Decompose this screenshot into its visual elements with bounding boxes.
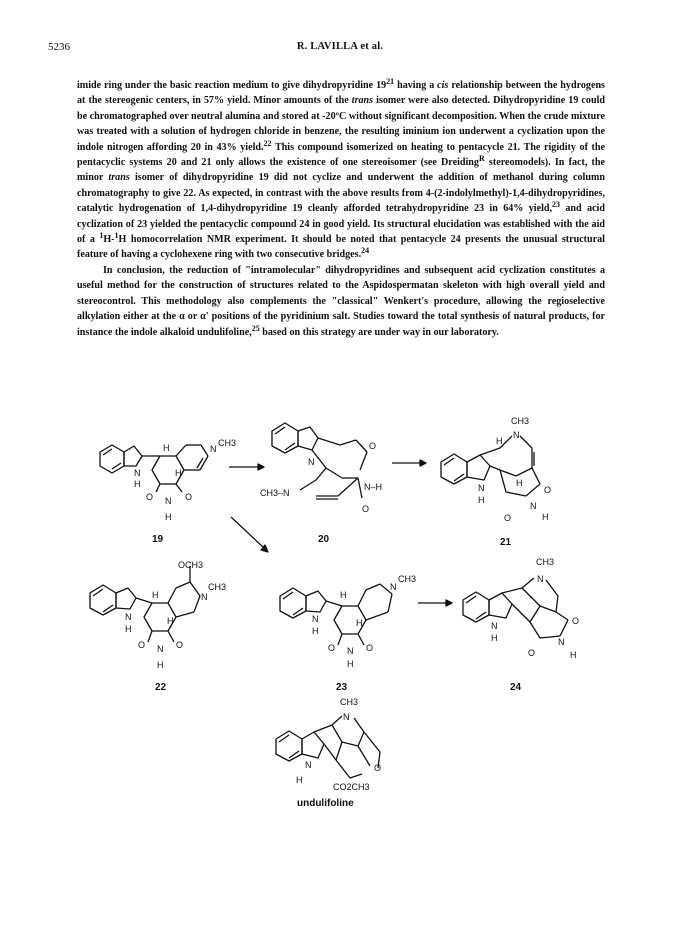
atom-23-h-indole: H <box>312 626 319 636</box>
atom-21-o2: O <box>504 513 512 523</box>
atom-22-h-indole: H <box>125 624 132 634</box>
compound-label-23: 23 <box>336 682 348 693</box>
atom-22-h2: H <box>167 616 174 626</box>
paragraph-2: In conclusion, the reduction of "intramolecular" dihydropyridines and subsequent acid cyclization constitutes a useful method for the construction of structures related to the Aspidospermatan skeleton with high overall yield and stereocontrol. This methodology also complements the "classical" Wenkert's procedure, allowing the regioselective alkylation either at the α or α' positions of the pyridinium salt. Studies toward the total synthesis of natural products, for instance the indole alkaloid undulifoline,$^{25}$ based on this strategy are under way in our laboratory. <box>77 264 605 338</box>
atom-20-o2: O <box>362 504 370 514</box>
atom-21-o1: O <box>544 485 552 495</box>
atom-20-o1: O <box>369 441 377 451</box>
atom-24-o2: O <box>528 648 536 658</box>
atom-und-co2ch3: CO2CH3 <box>333 782 370 792</box>
atom-23-h2: H <box>356 618 363 628</box>
compound-label-24: 24 <box>510 682 522 693</box>
compound-label-20: 20 <box>318 534 330 545</box>
atom-24-o1: O <box>572 616 580 626</box>
structure-undulifoline <box>276 716 380 778</box>
atom-19-o2: O <box>185 492 193 502</box>
atom-22-o2: O <box>176 640 184 650</box>
running-head: R. LAVILLA et al. <box>296 41 384 52</box>
structure-24 <box>463 578 568 638</box>
page-number: 5236 <box>48 41 70 53</box>
atom-21-h-indole: H <box>478 495 485 505</box>
atom-23-h-imide: H <box>347 659 354 669</box>
atom-22-ch3: CH3 <box>208 582 227 592</box>
atom-und-n: N <box>343 712 350 722</box>
atom-20-n-indole: N <box>308 457 315 467</box>
atom-21-n-indole: N <box>478 483 485 493</box>
atom-und-o: O <box>374 763 382 773</box>
compound-label-21: 21 <box>500 537 512 548</box>
atom-21-h-imide: H <box>542 512 549 522</box>
atom-19-o1: O <box>146 492 154 502</box>
atom-22-n-imide: N <box>157 644 164 654</box>
atom-23-h1: H <box>340 590 347 600</box>
atom-19-n-imide: N <box>165 496 172 506</box>
atom-21-n: N <box>513 430 520 440</box>
atom-21-h2: H <box>516 478 523 488</box>
atom-19-h-imide: H <box>165 512 172 522</box>
atom-24-ch3: CH3 <box>536 557 555 567</box>
atom-22-och3: OCH3 <box>178 560 204 570</box>
atom-und-n-indole: N <box>305 760 312 770</box>
atom-21-h1: H <box>496 436 503 446</box>
atom-23-o2: O <box>366 643 374 653</box>
compound-label-undulifoline: undulifoline <box>297 798 354 809</box>
atom-24-h-imide: H <box>570 650 577 660</box>
atom-21-n-imide: N <box>530 501 537 511</box>
atom-24-n-indole: N <box>491 621 498 631</box>
atom-20-nh: N–H <box>364 482 383 492</box>
atom-24-n: N <box>537 574 544 584</box>
arrow-19-23 <box>231 517 264 548</box>
atom-22-n: N <box>201 592 208 602</box>
atom-23-n-imide: N <box>347 646 354 656</box>
atom-19-h1: H <box>163 443 170 453</box>
atom-23-n: N <box>390 582 397 592</box>
atom-23-n-indole: N <box>312 614 319 624</box>
atom-21-ch3: CH3 <box>511 416 530 426</box>
atom-und-h-indole: H <box>296 775 303 785</box>
structure-23 <box>280 584 392 645</box>
structure-19 <box>100 445 208 492</box>
atom-22-o1: O <box>138 640 146 650</box>
compound-label-22: 22 <box>155 682 167 693</box>
atom-22-n-indole: N <box>125 612 132 622</box>
atom-und-ch3: CH3 <box>340 697 359 707</box>
atom-24-h-indole: H <box>491 633 498 643</box>
atom-19-ch3: CH3 <box>218 438 237 448</box>
atom-24-n-imide: N <box>558 637 565 647</box>
atom-19-n-pyr: N <box>210 444 217 454</box>
paragraph-1: imide ring under the basic reaction medium to give dihydropyridine $19^{21}$ having a cis relationship between the hydrogens at the stereogenic centers, in 57% yield. Minor amounts of the trans isomer were also detected. Dihydropyridine 19 could be chromatographed over neutral alumina and stored at -20ºC without significant decomposition. When the crude mixture was treated with a solution of hydrogen chloride in benzene, the resulting iminium ion underwent a cyclization upon the indole nitrogen affording 20 in 43% yield.$^{22}$ This compound isomerized on heating to pentacycle 21. The rigidity of the pentacyclic systems 20 and 21 only allows the existence of one stereoisomer (see Dreiding$^R$ stereomodels). In fact, the minor trans isomer of dihydropyridine 19 did not cyclize and underwent the addition of methanol during column chromatography to give 22. As expected, in contrast with the above results from 4-(2-indolylmethyl)-1,4-dihydropyridines, catalytic hydrogenation of 1,4-dihydropyridine 19 cleanly afforded tetrahydropyridine 23 in 64% yield,$^{23}$ and acid cyclization of 23 yielded the pentacyclic compound 24 in good yield. Its structural elucidation was established with the aid of a $^1$H-$^1$H homocorrelation NMR experiment. It should be noted that pentacycle 24 presents the unusual structural feature of having a cyclohexene ring with two consecutive bridges.$^{24}$ <box>77 77 606 261</box>
atom-22-h1: H <box>152 590 159 600</box>
atom-19-h2: H <box>175 468 182 478</box>
atom-19-n-indole: N <box>134 468 141 478</box>
atom-20-ch3n: CH3–N <box>260 488 290 498</box>
atom-22-h-imide: H <box>157 660 164 670</box>
atom-23-ch3: CH3 <box>398 574 417 584</box>
atom-23-o1: O <box>328 643 336 653</box>
compound-label-19: 19 <box>152 534 164 545</box>
atom-19-h-indole: H <box>134 479 141 489</box>
structure-21 <box>441 436 540 496</box>
structure-22 <box>90 566 200 642</box>
